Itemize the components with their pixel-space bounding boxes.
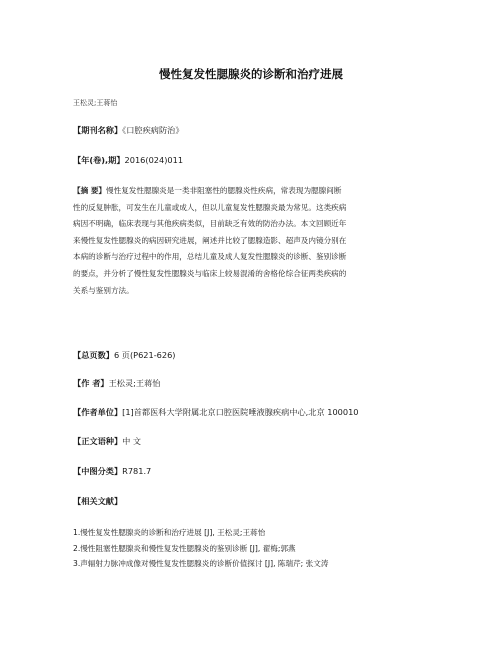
pages-field bbox=[73, 349, 176, 361]
affiliation-field bbox=[73, 406, 359, 418]
clc-label: 【中图分类】 bbox=[73, 466, 123, 476]
year-value: 2016(024)011 bbox=[124, 155, 184, 165]
affiliation-label: 【作者单位】 bbox=[73, 407, 123, 417]
related-list bbox=[73, 525, 328, 572]
abstract-label: 【摘 要】 bbox=[73, 186, 107, 195]
abstract-line: 性的反复肿胀，可发生在儿童或成人，但以儿童复发性腮腺炎最为常见。这类疾病 bbox=[73, 202, 347, 212]
related-heading bbox=[73, 495, 122, 507]
abstract-line: 病因不明确，临床表现与其他疾病类似，目前缺乏有效的防治办法。本文回顾近年 bbox=[73, 219, 347, 229]
journal-field bbox=[73, 124, 184, 136]
year-label: 【年(卷),期】 bbox=[73, 155, 125, 165]
journal-value: 《口腔疾病防治》 bbox=[122, 125, 184, 135]
journal-label: 【期刊名称】 bbox=[73, 125, 123, 135]
clc-value: R781.7 bbox=[122, 466, 152, 476]
abstract-line: 关系与鉴别方法。 bbox=[73, 285, 134, 295]
year-field bbox=[73, 154, 183, 166]
abstract-line: 本病的诊断与治疗过程中的作用，总结儿童及成人复发性腮腺炎的诊断、鉴别诊断 bbox=[73, 252, 347, 262]
author-value: 王松灵;王蒋怡 bbox=[108, 378, 161, 388]
language-label: 【正文语种】 bbox=[73, 436, 123, 446]
pages-value: 6 页(P621-626) bbox=[113, 350, 176, 360]
affiliation-value: [1]首都医科大学附属北京口腔医院唾液腺疾病中心,北京 100010 bbox=[122, 407, 359, 417]
pages-label: 【总页数】 bbox=[73, 350, 114, 360]
related-item[interactable]: 3.声辐射力脉冲成像对慢性复发性腮腺炎的诊断价值探讨 [J], 陈瑞芹; 张文涛 bbox=[73, 559, 329, 568]
article-title: 慢性复发性腮腺炎的诊断和治疗进展 bbox=[159, 67, 343, 81]
related-item[interactable]: 2.慢性阻塞性腮腺炎和慢性复发性腮腺炎的鉴别诊断 [J], 翟梅;郭燕 bbox=[73, 543, 296, 553]
clc-field bbox=[73, 465, 151, 477]
language-field bbox=[73, 435, 141, 447]
abstract-line: 的要点，并分析了慢性复发性腮腺炎与临床上较易混淆的舍格伦综合征两类疾病的 bbox=[73, 268, 347, 278]
language-value: 中 文 bbox=[122, 436, 142, 446]
related-label: 【相关文献】 bbox=[73, 496, 123, 506]
abstract bbox=[73, 183, 437, 299]
abstract-line: 【摘 要】慢性复发性腮腺炎是一类非阻塞性的腮腺炎性疾病，常表现为腮腺间断 bbox=[73, 186, 342, 195]
author-label: 【作 者】 bbox=[73, 378, 109, 388]
abstract-line: 来慢性复发性腮腺炎的病因研究进展，阐述并比较了腮腺造影、超声及内镜分别在 bbox=[73, 235, 347, 245]
article-authors: 王松灵;王蒋怡 bbox=[73, 99, 118, 107]
author-field bbox=[73, 377, 161, 389]
related-item[interactable]: 1.慢性复发性腮腺炎的诊断和治疗进展 [J], 王松灵;王蒋怡 bbox=[73, 528, 266, 537]
